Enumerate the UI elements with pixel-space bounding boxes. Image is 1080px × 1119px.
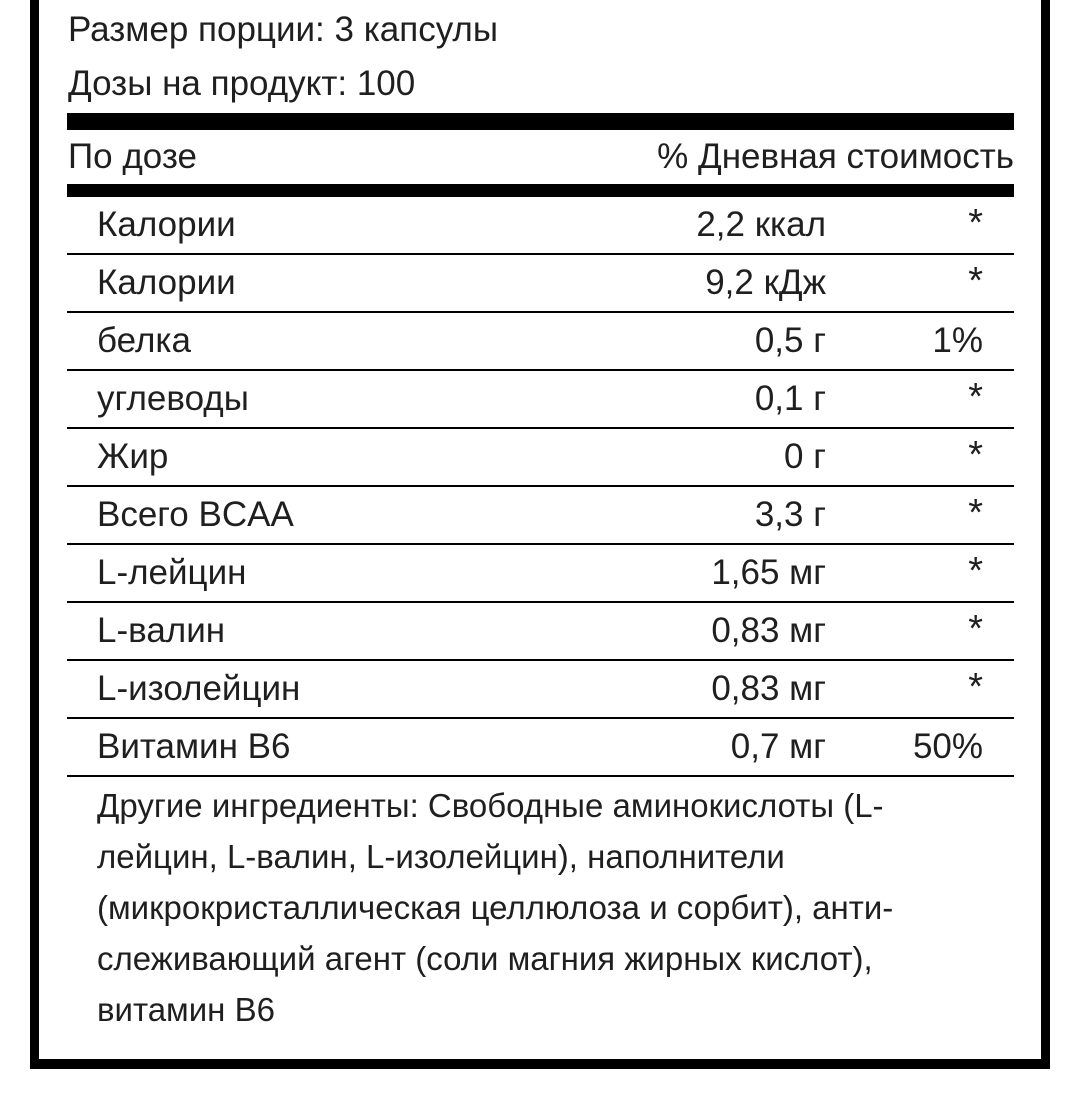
nutrient-row (67, 603, 1014, 661)
nutrient-table (67, 197, 1014, 777)
serving-size: Размер порции: 3 капсулы (68, 10, 498, 49)
thick-divider (67, 113, 1014, 130)
nutrient-row (67, 197, 1014, 255)
nutrient-amount: 0,83 мг (711, 611, 826, 650)
nutrient-row (67, 545, 1014, 603)
nutrient-daily-value: * (968, 608, 983, 650)
nutrient-amount: 0,1 г (754, 379, 826, 418)
nutrient-amount: 2,2 ккал (696, 205, 826, 244)
nutrient-daily-value: * (968, 260, 983, 302)
nutrient-name: L-изолейцин (97, 669, 301, 708)
nutrient-daily-value: * (968, 202, 983, 244)
nutrient-row (67, 661, 1014, 719)
nutrient-daily-value: * (968, 376, 983, 418)
nutrient-name: белка (97, 321, 191, 360)
nutrient-daily-value: 50% (912, 727, 983, 766)
nutrient-name: Всего BCAA (97, 495, 294, 534)
nutrient-row (67, 255, 1014, 313)
nutrient-row (67, 313, 1014, 371)
nutrient-name: Жир (97, 437, 169, 476)
nutrient-amount: 0,83 мг (711, 669, 826, 708)
nutrient-daily-value: * (968, 434, 983, 476)
nutrient-row (67, 371, 1014, 429)
nutrient-amount: 9,2 кДж (705, 263, 826, 302)
nutrient-name: Витамин B6 (97, 727, 291, 766)
nutrient-amount: 1,65 мг (711, 553, 826, 592)
nutrient-row (67, 719, 1014, 777)
nutrient-daily-value: * (968, 492, 983, 534)
nutrient-name: углеводы (97, 379, 249, 418)
servings-per-container: Дозы на продукт: 100 (68, 64, 416, 103)
nutrient-daily-value: * (968, 666, 983, 708)
nutrient-amount: 0,5 г (754, 321, 826, 360)
nutrient-name: L-валин (97, 611, 226, 650)
nutrient-amount: 3,3 г (754, 495, 826, 534)
nutrient-name: Калории (97, 263, 236, 302)
nutrient-amount: 0 г (784, 437, 826, 476)
thick-divider (67, 184, 1014, 197)
nutrient-name: Калории (97, 205, 236, 244)
nutrient-daily-value: 1% (932, 321, 983, 360)
other-ingredients: Другие ингредиенты: Свободные аминокислоты (L-лейцин, L-валин, L-изолейцин), наполнители (микрокристаллическая целлюлоза и сорбит), анти-слеживающий агент (соли магния жирных кислот), витамин B6 (97, 787, 894, 1028)
nutrient-amount: 0,7 мг (730, 727, 826, 766)
nutrient-daily-value: * (968, 550, 983, 592)
nutrient-name: L-лейцин (97, 553, 247, 592)
nutrient-row (67, 487, 1014, 545)
daily-value-heading: % Дневная стоимость (657, 137, 1014, 176)
per-serving-heading: По дозе (68, 137, 197, 176)
nutrient-row (67, 429, 1014, 487)
